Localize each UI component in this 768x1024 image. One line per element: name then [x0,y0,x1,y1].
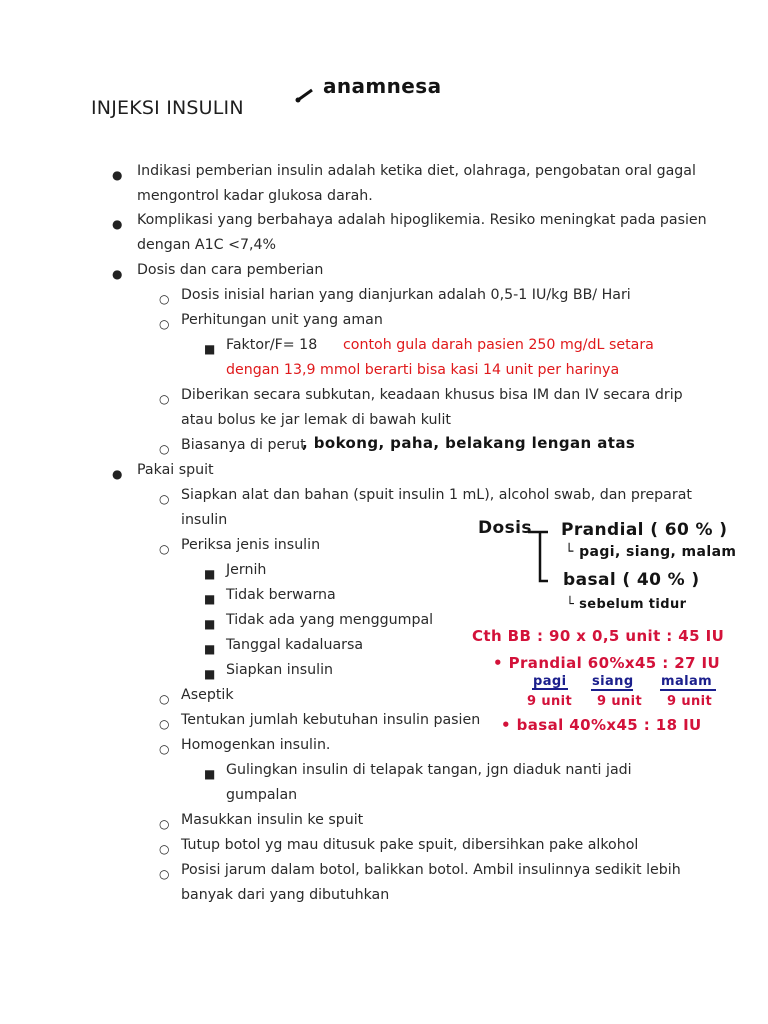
list-item-text: mengontrol kadar glukosa darah. [137,188,373,204]
bullet-circle-icon: ○ [159,692,170,706]
bullet-dot-icon: ● [112,168,123,182]
anamnesa-arrow-icon [298,90,312,100]
list-item-text: insulin [181,512,228,528]
bullet-circle-icon: ○ [159,742,170,756]
bullet-circle-icon: ○ [159,717,170,731]
list-item-text: Dosis inisial harian yang dianjurkan adalah 0,5-1 IU/kg BB/ Hari [181,287,631,303]
list-item-text: Diberikan secara subkutan, keadaan khusus bisa IM dan IV secara drip [181,387,683,403]
annotation-sebelum-tidur: └ sebelum tidur [566,597,687,612]
list-item-text: Jernih [226,562,267,578]
bullet-square-icon: ■ [204,667,216,681]
bullet-dot-icon: ● [112,467,123,481]
annotation-unit-2: 9 unit [597,694,643,709]
bullet-square-icon: ■ [204,617,216,631]
annotation-pagi-siang-malam: └ pagi, siang, malam [565,544,737,560]
annotation-prandial-calc: • Prandial 60%x45 : 27 IU [493,654,721,672]
bullet-circle-icon: ○ [159,442,170,456]
dosis-bracket-icon [528,532,548,581]
list-item-text: Pakai spuit [137,462,214,478]
list-item-text: Siapkan alat dan bahan (spuit insulin 1 mL), alcohol swab, dan preparat [181,487,692,503]
annotation-prandial: Prandial ( 60 % ) [561,520,728,540]
bullet-square-icon: ■ [204,567,216,581]
arrow-dot [296,98,301,103]
highlight-text-red: contoh gula darah pasien 250 mg/dL setara [343,337,654,353]
list-item-text: Perhitungan unit yang aman [181,312,383,328]
bullet-circle-icon: ○ [159,392,170,406]
annotation-basal: basal ( 40 % ) [563,570,700,590]
annotation-cth-example: Cth BB : 90 x 0,5 unit : 45 IU [472,627,725,645]
bullet-circle-icon: ○ [159,317,170,331]
list-item-text: Biasanya di perut [181,437,306,453]
document-title: INJEKSI INSULIN [91,97,244,119]
list-item-text: dengan A1C <7,4% [137,237,277,253]
list-item-text: Tidak berwarna [226,587,336,603]
annotation-malam: malam [661,674,713,689]
bullet-circle-icon: ○ [159,492,170,506]
list-item-text: Gulingkan insulin di telapak tangan, jgn diaduk nanti jadi [226,762,632,778]
annotation-dosis: Dosis [478,518,532,538]
bullet-square-icon: ■ [204,342,216,356]
highlight-text-red: dengan 13,9 mmol berarti bisa kasi 14 unit per harinya [226,362,620,378]
bullet-dot-icon: ● [112,267,123,281]
list-item-text: Faktor/F= 18 [226,337,318,353]
annotation-anamnesa: anamnesa [323,74,442,98]
bullet-dot-icon: ● [112,217,123,231]
bullet-circle-icon: ○ [159,842,170,856]
list-item-text: Tidak ada yang menggumpal [226,612,434,628]
list-item-text: Indikasi pemberian insulin adalah ketika diet, olahraga, pengobatan oral gagal [137,163,696,179]
annotation-body-sites: , bokong, paha, belakang lengan atas [302,434,636,452]
bullet-circle-icon: ○ [159,817,170,831]
annotation-unit-1: 9 unit [527,694,573,709]
annotation-unit-3: 9 unit [667,694,713,709]
bullet-square-icon: ■ [204,642,216,656]
bullet-circle-icon: ○ [159,292,170,306]
list-item-text: Homogenkan insulin. [181,737,331,753]
list-item-text: Tentukan jumlah kebutuhan insulin pasien [181,712,481,728]
annotation-siang: siang [592,674,634,689]
list-item-text: Tutup botol yg mau ditusuk pake spuit, dibersihkan pake alkohol [181,837,639,853]
list-item-text: Masukkan insulin ke spuit [181,812,364,828]
list-item-text: Tanggal kadaluarsa [226,637,364,653]
list-item-text: Posisi jarum dalam botol, balikkan botol. Ambil insulinnya sedikit lebih [181,862,681,878]
annotation-pagi: pagi [533,674,567,689]
bullet-circle-icon: ○ [159,542,170,556]
bullet-circle-icon: ○ [159,867,170,881]
list-item-text: gumpalan [226,787,298,803]
bullet-square-icon: ■ [204,767,216,781]
list-item-text: Dosis dan cara pemberian [137,262,324,278]
list-item-text: Komplikasi yang berbahaya adalah hipoglikemia. Resiko meningkat pada pasien [137,212,707,228]
bullet-square-icon: ■ [204,592,216,606]
list-item-text: banyak dari yang dibutuhkan [181,887,390,903]
list-item-text: Siapkan insulin [226,662,334,678]
list-item-text: Aseptik [181,687,234,703]
list-item-text: atau bolus ke jar lemak di bawah kulit [181,412,451,428]
annotation-basal-calc: • basal 40%x45 : 18 IU [501,716,702,734]
list-item-text: Periksa jenis insulin [181,537,321,553]
